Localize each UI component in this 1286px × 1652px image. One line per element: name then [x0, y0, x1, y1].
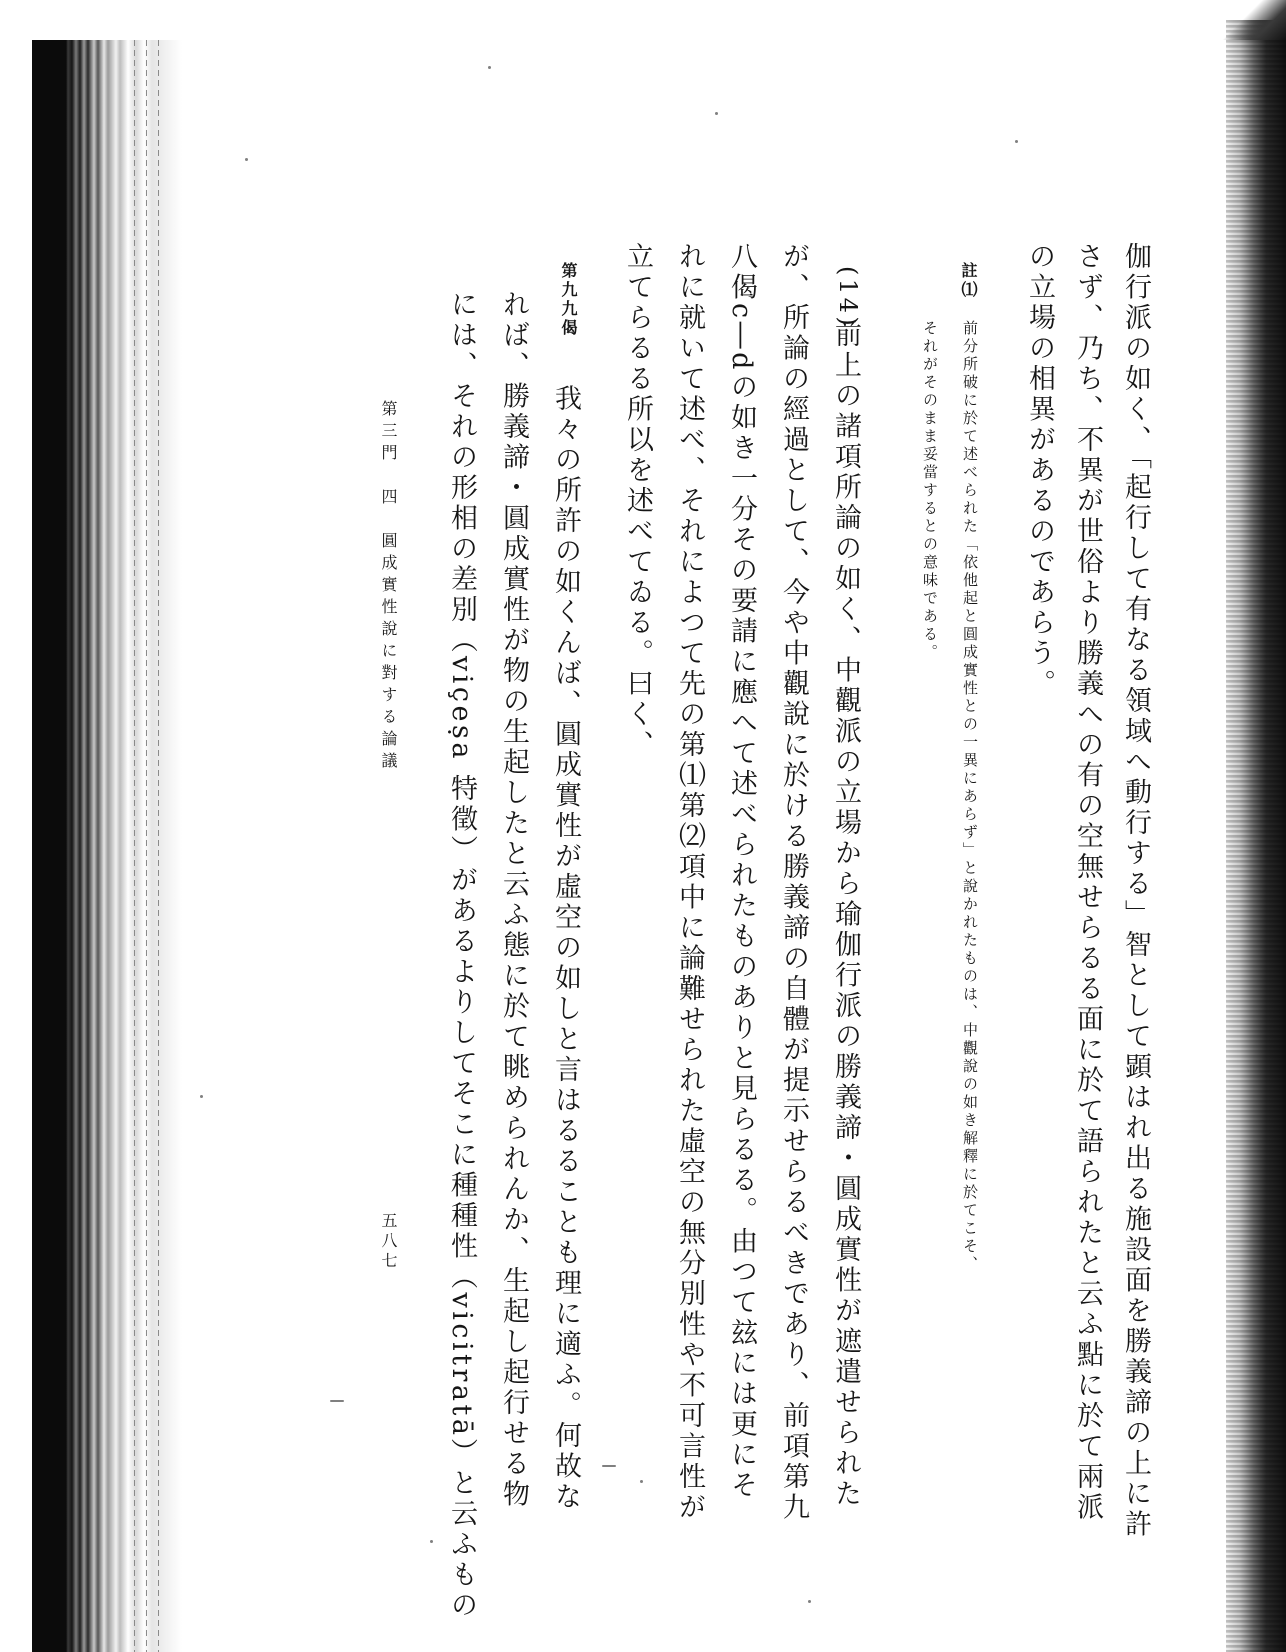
body-text-line: 我々の所許の如くんば、圓成實性が虛空の如しと言はるることも理に適ふ。何故な	[550, 384, 581, 1513]
running-footer: 第三門 四 圓成實性說に對する論議	[379, 400, 398, 774]
body-text-line: 前上の諸項所論の如く、中觀派の立場から瑜伽行派の勝義諦・圓成實性が遮遣せられた	[830, 320, 861, 1510]
scan-speck	[330, 1400, 344, 1402]
body-text-line: が、所論の經過として、今や中觀說に於ける勝義諦の自體が提示せらるべきであり、前項第九	[778, 242, 809, 1523]
scan-speck	[245, 158, 248, 161]
scan-speck	[488, 66, 491, 69]
scan-speck	[640, 1480, 643, 1483]
page-edge-right	[1226, 20, 1286, 1652]
gutter-line	[158, 40, 159, 1652]
page-number: 五八七	[379, 1212, 398, 1272]
footnote-marker: 註⑴	[959, 262, 978, 300]
body-text-line: 八偈c―dの如き一分その要請に應へて述べられたものありと見らるる。由つて玆には更にそ	[726, 242, 757, 1502]
body-text-line: 立てらるる所以を述べてゐる。曰く、	[622, 242, 653, 761]
body-text-line: れに就いて述べ、それによつて先の第⑴第⑵項中に論難せられた虛空の無分別性や不可言性が	[674, 242, 705, 1523]
scan-speck	[715, 112, 718, 115]
body-text-line: には、それの形相の差別（viçeṣa 特徵）があるよりしてそこに種種性（vicitratā）と云ふもの	[446, 290, 477, 1622]
binding-shadow	[32, 40, 182, 1652]
gutter-line	[134, 40, 135, 1652]
scan-speck	[1015, 140, 1018, 143]
scan-speck	[200, 1095, 203, 1098]
body-text-line: 伽行派の如く、「起行して有なる領域へ動行する」智として顕はれ出る施設面を勝義諦の上に許	[1120, 242, 1151, 1540]
body-text-line: さず、乃ち、不異が世俗より勝義への有の空無せらるる面に於て語られたと云ふ點に於て兩派	[1072, 242, 1103, 1523]
page-edge-corner	[1166, 0, 1286, 40]
scan-speck	[430, 1540, 433, 1543]
scan-speck	[808, 1600, 811, 1603]
body-text-line: れば、勝義諦・圓成實性が物の生起したと云ふ態に於て眺められんか、生起し起行せる物	[498, 290, 529, 1510]
body-text-line: の立場の相異があるのであらう。	[1024, 242, 1055, 700]
scan-speck	[602, 1465, 616, 1467]
footnote-line: 前分所破に於て述べられた「依他起と圓成實性との一異にあらず」と說かれたものは、中觀說の如き解釋に於てこそ、	[961, 320, 979, 1274]
verse-label: 第九九偈	[559, 262, 578, 338]
gutter-line	[146, 40, 147, 1652]
section-number: (14)	[834, 266, 862, 330]
footnote-line: それがそのまま妥當するとの意味である。	[921, 320, 939, 662]
